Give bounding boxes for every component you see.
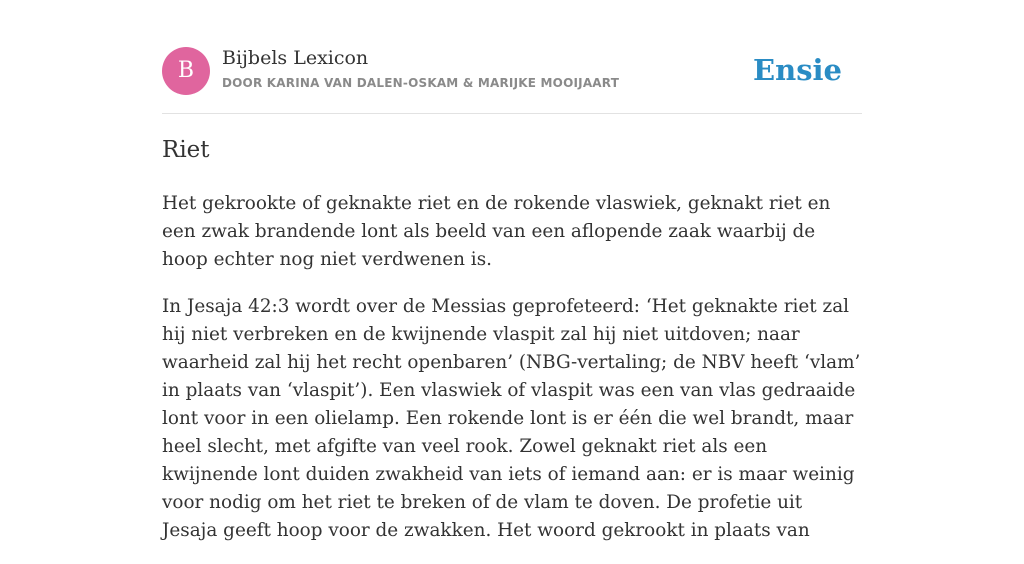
paragraph-definition: Het gekrookte of geknakte riet en de rokende vlaswiek, geknakt riet en een zwak brandende lont als beeld van een aflopende zaak waarbij de hoop echter nog niet verdwenen is. xyxy=(162,193,831,270)
paragraph-explanation: In Jesaja 42:3 wordt over de Messias geprofeteerd: ‘Het geknakte riet zal hij niet verbreken en de kwijnende vlaspit zal hij niet uitdoven; naar waarheid zal hij het recht openbaren’ (NBG-vertaling; de NBV heeft ‘vlam’ in plaats van ‘vlaspit’). Een vlaswiek of vlaspit was een van vlas gedraaide lont voor in een olielamp. Een rokende lont is er één die wel brandt, maar heel slecht, met afgifte van veel rook. Zowel geknakt riet als een kwijnende lont duiden zwakheid van iets of iemand aan: er is maar weinig voor nodig om het riet te breken of de vlam te doven. De profetie uit Jesaja geeft hoop voor de zwakken. Het woord gekrookt in plaats van xyxy=(162,296,861,541)
book-title-link[interactable]: Bijbels Lexicon xyxy=(222,47,369,69)
entry-body xyxy=(162,190,862,564)
entry-title: Riet xyxy=(162,137,210,163)
book-authors: DOOR KARINA VAN DALEN-OSKAM & MARIJKE MOOIJAART xyxy=(222,76,620,90)
book-header xyxy=(162,47,862,114)
ensie-logo[interactable]: Ensie xyxy=(753,53,842,87)
book-avatar[interactable]: B xyxy=(162,47,210,95)
